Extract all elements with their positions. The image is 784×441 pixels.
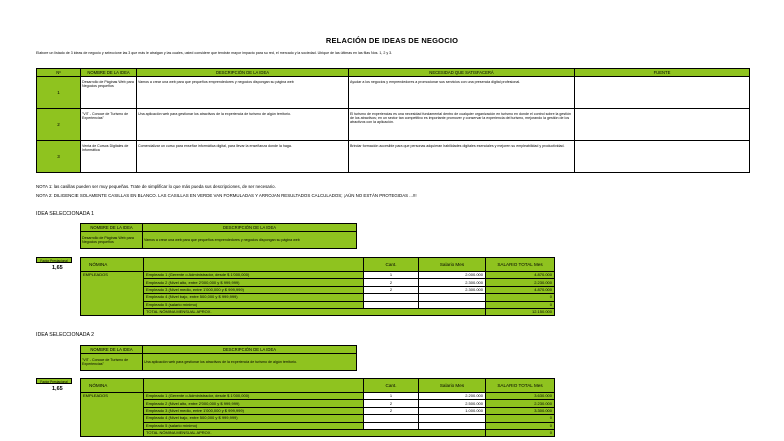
table-row (81, 279, 555, 286)
payroll-salario[interactable] (419, 301, 486, 308)
payroll-label: Empleado 3 (Nivel medio, entre 1'000,000 y $ 999,999) (144, 407, 364, 414)
payroll-salario[interactable]: 1.000.000 (419, 407, 486, 414)
ideas-table-header (37, 69, 750, 77)
idea-2-name: "VIT - Conoce de Turismo de Experiencias" (81, 354, 143, 371)
payroll-cant[interactable]: 2 (364, 407, 419, 414)
payroll-cant[interactable] (364, 301, 419, 308)
payroll-salario[interactable]: 2.200.000 (419, 393, 486, 400)
payroll-header-total: SALARIO TOTAL Mes (486, 258, 555, 272)
row-num: 1 (37, 77, 81, 109)
idea-2-desc: Una aplicación web para gestionar los atractivos de la experiencia de turismo de algún territorio. (143, 354, 357, 371)
table-row (37, 141, 750, 173)
table-row (81, 415, 555, 422)
payroll-header-spacer (144, 258, 364, 272)
idea-source-cell[interactable] (575, 77, 750, 109)
intro-text: Elabore un listado de 3 ideas de negocio y seleccione las 3 que más le atraigan y las cuales, usted considere que tendrán mayor impacto para su red, el mercado y la sociedad. Ubique de las últimas en las filas Nos. 1, 2 y 3. (36, 51, 393, 55)
payroll-cant[interactable] (364, 415, 419, 422)
section-title-idea-2: IDEA SELECCIONADA 2 (36, 332, 94, 338)
payroll-salario[interactable]: 2.300.000 (419, 286, 486, 293)
payroll-total: 0 (486, 415, 555, 422)
idea-1-table (80, 223, 357, 249)
payroll-salario[interactable] (419, 294, 486, 301)
row-num: 3 (37, 141, 81, 173)
idea-2-name-header: NOMBRE DE LA IDEA (81, 346, 143, 354)
payroll-total-label: TOTAL NÓMINA MENSUAL APROX. (144, 429, 486, 436)
table-row (81, 400, 555, 407)
payroll-cant[interactable]: 1 (364, 272, 419, 279)
factor-value-1: 1,65 (52, 265, 63, 271)
idea-1-desc-header: DESCRIPCIÓN DE LA IDEA (143, 224, 357, 232)
payroll-label: Empleado 3 (Nivel medio, entre 1'000,000 y $ 999,999) (144, 286, 364, 293)
payroll-label: Empleado 5 (salario mínimo) (144, 301, 364, 308)
idea-1-desc: Vamos a crear una web para que pequeños emprendedores y negocios dispongan su página web (143, 232, 357, 249)
col-header-need: NECESIDAD QUE SATISFACERÁ (349, 69, 575, 77)
payroll-total-label: TOTAL NÓMINA MENSUAL APROX. (144, 308, 486, 315)
payroll-total-value: 12.150.000 (486, 308, 555, 315)
payroll-salario[interactable]: 2.500.000 (419, 400, 486, 407)
payroll-header-cant: Cant. (364, 258, 419, 272)
idea-desc-cell[interactable]: Comercializar un curso para enseñar informática digital, para llevar la enseñanza donde la haga. (137, 141, 349, 173)
payroll-header-salario: Salario Mes (419, 379, 486, 393)
idea-name-cell[interactable]: Desarrollo de Páginas Web para Negocios pequeños (81, 77, 137, 109)
payroll-total: 3.630.000 (486, 393, 555, 400)
payroll-cant[interactable]: 1 (364, 393, 419, 400)
idea-need-cell[interactable]: El turismo de experiencias es una necesidad fundamental dentro de cualquier organización en turismo en donde el control sobre la gestión de los atractivos; en un sector tan competitivo es importante promover y conservar la experiencia del turismo, mejorando la gestión de los atractivos con la aplicación. (349, 109, 575, 141)
payroll-cant[interactable] (364, 294, 419, 301)
idea-need-cell[interactable]: Ayudar a los negocios y emprendedores a promocionar sus servicios con una presencia digital profesional. (349, 77, 575, 109)
payroll-cant[interactable] (364, 422, 419, 429)
payroll-header-spacer (144, 379, 364, 393)
idea-name-cell[interactable]: Venta de Cursos Digitales de Informática (81, 141, 137, 173)
note-2: NOTA 2: DILIGENCIE SOLAMENTE CASILLAS EN BLANCO. LAS CASILLAS EN VERDE VAN FORMULADAS Y ARROJAN RESULTADOS CALCULADOS; ¡AÚN NO ESTÁN PROTEGIDAS ...!!! (36, 193, 417, 198)
idea-source-cell[interactable] (575, 109, 750, 141)
ideas-table (36, 68, 750, 173)
factor-value-2: 1,65 (52, 386, 63, 392)
payroll-category: EMPLEADOS (81, 393, 144, 437)
table-row (37, 109, 750, 141)
payroll-header-nomina: NÓMINA (81, 258, 144, 272)
factor-label-2: Factor Prestacional (36, 378, 72, 384)
idea-2-desc-header: DESCRIPCIÓN DE LA IDEA (143, 346, 357, 354)
payroll-total: 0 (486, 301, 555, 308)
payroll-label: Empleado 1 (Gerente o Administrador, desde $ 1'000,000) (144, 272, 364, 279)
payroll-total: 2.230.000 (486, 279, 555, 286)
col-header-name: NOMBRE DE LA IDEA (81, 69, 137, 77)
payroll-total: 2.230.000 (486, 400, 555, 407)
table-row (81, 294, 555, 301)
idea-source-cell[interactable] (575, 141, 750, 173)
payroll-label: Empleado 4 (Nivel bajo, entre 500,000 y $ 999,999) (144, 415, 364, 422)
table-row (81, 308, 555, 315)
payroll-cant[interactable]: 2 (364, 279, 419, 286)
col-header-source: FUENTE (575, 69, 750, 77)
payroll-header-cant: Cant. (364, 379, 419, 393)
payroll-total: 0 (486, 294, 555, 301)
payroll-label: Empleado 2 (Nivel alto, entre 2'000,000 y $ 999,999) (144, 400, 364, 407)
table-row (81, 407, 555, 414)
table-row (81, 393, 555, 400)
table-row (81, 272, 555, 279)
payroll-cant[interactable]: 2 (364, 400, 419, 407)
payroll-label: Empleado 4 (Nivel bajo, entre 500,000 y $ 999,999) (144, 294, 364, 301)
idea-2-table (80, 345, 357, 371)
col-header-desc: DESCRIPCIÓN DE LA IDEA (137, 69, 349, 77)
idea-name-cell[interactable]: "VIT - Conoce de Turismo de Experiencias" (81, 109, 137, 141)
factor-label-1: Factor Prestacional (36, 257, 72, 263)
table-row (81, 286, 555, 293)
payroll-label: Empleado 2 (Nivel alto, entre 2'000,000 y $ 999,999) (144, 279, 364, 286)
payroll-salario[interactable] (419, 422, 486, 429)
section-title-idea-1: IDEA SELECCIONADA 1 (36, 211, 94, 217)
payroll-total: 4.870.000 (486, 286, 555, 293)
payroll-label: Empleado 5 (salario mínimo) (144, 422, 364, 429)
idea-1-name: Desarrollo de Páginas Web para Negocios pequeños (81, 232, 143, 249)
payroll-salario[interactable]: 2.300.000 (419, 279, 486, 286)
payroll-header-total: SALARIO TOTAL Mes (486, 379, 555, 393)
payroll-table-1 (80, 257, 555, 316)
idea-desc-cell[interactable]: Vamos a crear una web para que pequeños emprendedores y negocios dispongan su página web (137, 77, 349, 109)
idea-1-name-header: NOMBRE DE LA IDEA (81, 224, 143, 232)
note-1: NOTA 1: las casillas pueden ser muy pequeñas. Trate de simplificar lo que más pueda sus descripciones, de ser necesario. (36, 184, 276, 189)
payroll-category: EMPLEADOS (81, 272, 144, 316)
payroll-table-2 (80, 378, 555, 437)
payroll-total-value: 0 (486, 429, 555, 436)
payroll-salario[interactable] (419, 415, 486, 422)
payroll-total: 4.870.000 (486, 272, 555, 279)
table-row (37, 77, 750, 109)
payroll-header-nomina: NÓMINA (81, 379, 144, 393)
payroll-label: Empleado 1 (Gerente o Administrador, desde $ 1'000,000) (144, 393, 364, 400)
table-row (81, 301, 555, 308)
row-num: 2 (37, 109, 81, 141)
payroll-cant[interactable]: 2 (364, 286, 419, 293)
table-row (81, 429, 555, 436)
payroll-total: 0 (486, 422, 555, 429)
payroll-total: 3.300.000 (486, 407, 555, 414)
payroll-salario[interactable]: 2.000.000 (419, 272, 486, 279)
page-title: RELACIÓN DE IDEAS DE NEGOCIO (325, 36, 459, 45)
col-header-num: Nº (37, 69, 81, 77)
idea-desc-cell[interactable]: Una aplicación web para gestionar los atractivos de la experiencia de turismo de algún territorio. (137, 109, 349, 141)
payroll-header-salario: Salario Mes (419, 258, 486, 272)
table-row (81, 422, 555, 429)
idea-need-cell[interactable]: Brindar formación accesible para que personas adquieran habilidades digitales esenciales y mejoren su empleabilidad y productividad. (349, 141, 575, 173)
